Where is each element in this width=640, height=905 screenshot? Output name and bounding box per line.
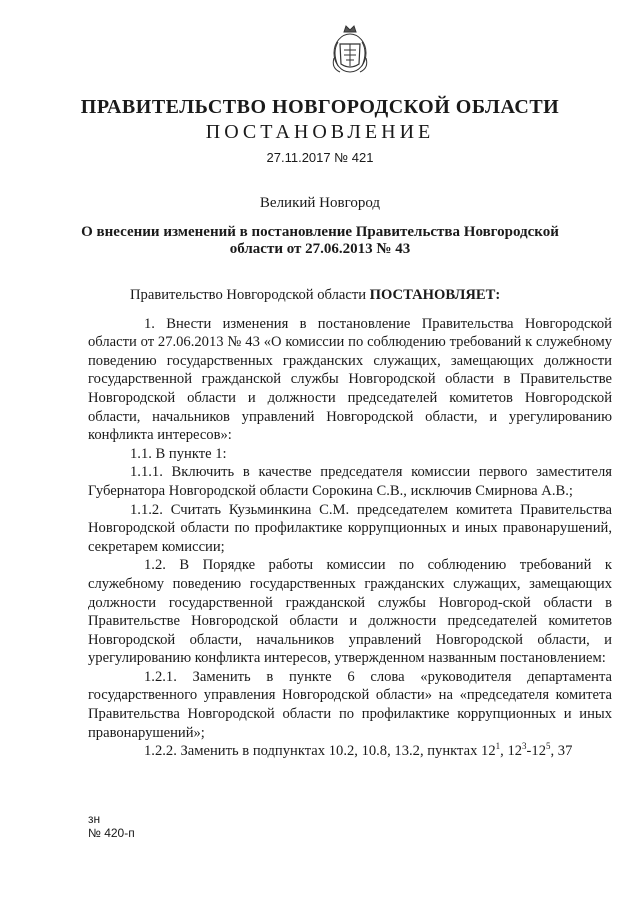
coat-of-arms-icon — [326, 22, 374, 78]
p122-part-c: -12 — [526, 743, 546, 760]
document-body — [88, 286, 612, 761]
p122-sup-1: 1 — [495, 741, 501, 752]
paragraph-1-2: 1.2. В Порядке работы комиссии по соблюдению требований к служебному поведению государственных гражданских служащих, замещающих должности государственной гражданской службы Новгород-ской области в Правительстве Новгородской области и должности председателей комитетов Новгородской области, начальников управлений Новгородской области, и урегулированию конфликта интересов, утвержденном названным постановлением: — [88, 557, 612, 667]
paragraph-1-1-1: 1.1.1. Включить в качестве председателя комиссии первого заместителя Губернатора Новгородской области Сорокина С.В., исключив Смирнова А.В.; — [88, 464, 612, 499]
paragraph-1-2-1: 1.2.1. Заменить в пункте 6 слова «руководителя департамента государственного управления Новгородской области» на «председателя комитета Правительства Новгородской области по профилактике коррупционных и иных правонарушений»; — [88, 668, 612, 741]
p122-part-a: 1.2.2. Заменить в подпунктах 10.2, 10.8, 13.2, пунктах 12 — [144, 743, 496, 760]
document-footer — [88, 812, 135, 840]
p122-part-b: , 12 — [500, 743, 523, 760]
paragraph-1-2-2 — [88, 742, 612, 761]
document-type: ПОСТАНОВЛЕНИЕ — [205, 121, 435, 143]
footer-initials: зн — [88, 812, 101, 826]
city-name: Великий Новгород — [259, 195, 381, 211]
p122-sup-2: 3 — [522, 741, 527, 752]
p122-sup-3: 5 — [546, 741, 551, 752]
paragraph-1-1-2: 1.1.2. Считать Кузьминкина С.М. председателем комитета Правительства Новгородской области по профилактике коррупционных и иных правонарушений, секретарем комиссии; — [88, 501, 612, 555]
lead-decree-word: ПОСТАНОВЛЯЕТ: — [369, 287, 501, 303]
lead-text: Правительство Новгородской области — [130, 287, 370, 303]
footer-reference: № 420-п — [88, 826, 135, 840]
date-and-number: 27.11.2017 № 421 — [266, 150, 374, 165]
paragraph-1: 1. Внести изменения в постановление Правительства Новгородской области от 27.06.2013 № 43 «О комиссии по соблюдению требований к служебному поведению государственных гражданских служащих, замещающих должности государственной гражданской службы Новгородской области в Правительстве Новгородской области и должности председателей комитетов Новгородской области, начальников управлений Новгородской области, и урегулированию конфликта интересов»: — [88, 315, 612, 444]
organization-title: ПРАВИТЕЛЬСТВО НОВГОРОДСКОЙ ОБЛАСТИ — [80, 96, 560, 118]
subject-line-2: области от 27.06.2013 № 43 — [229, 241, 411, 257]
paragraph-1-1: 1.1. В пункте 1: — [130, 445, 227, 462]
lead-paragraph — [88, 286, 612, 305]
subject-line-1: О внесении изменений в постановление Правительства Новгородской — [81, 224, 559, 240]
document-subject — [0, 224, 640, 258]
p122-part-d: , 37 — [550, 743, 573, 760]
